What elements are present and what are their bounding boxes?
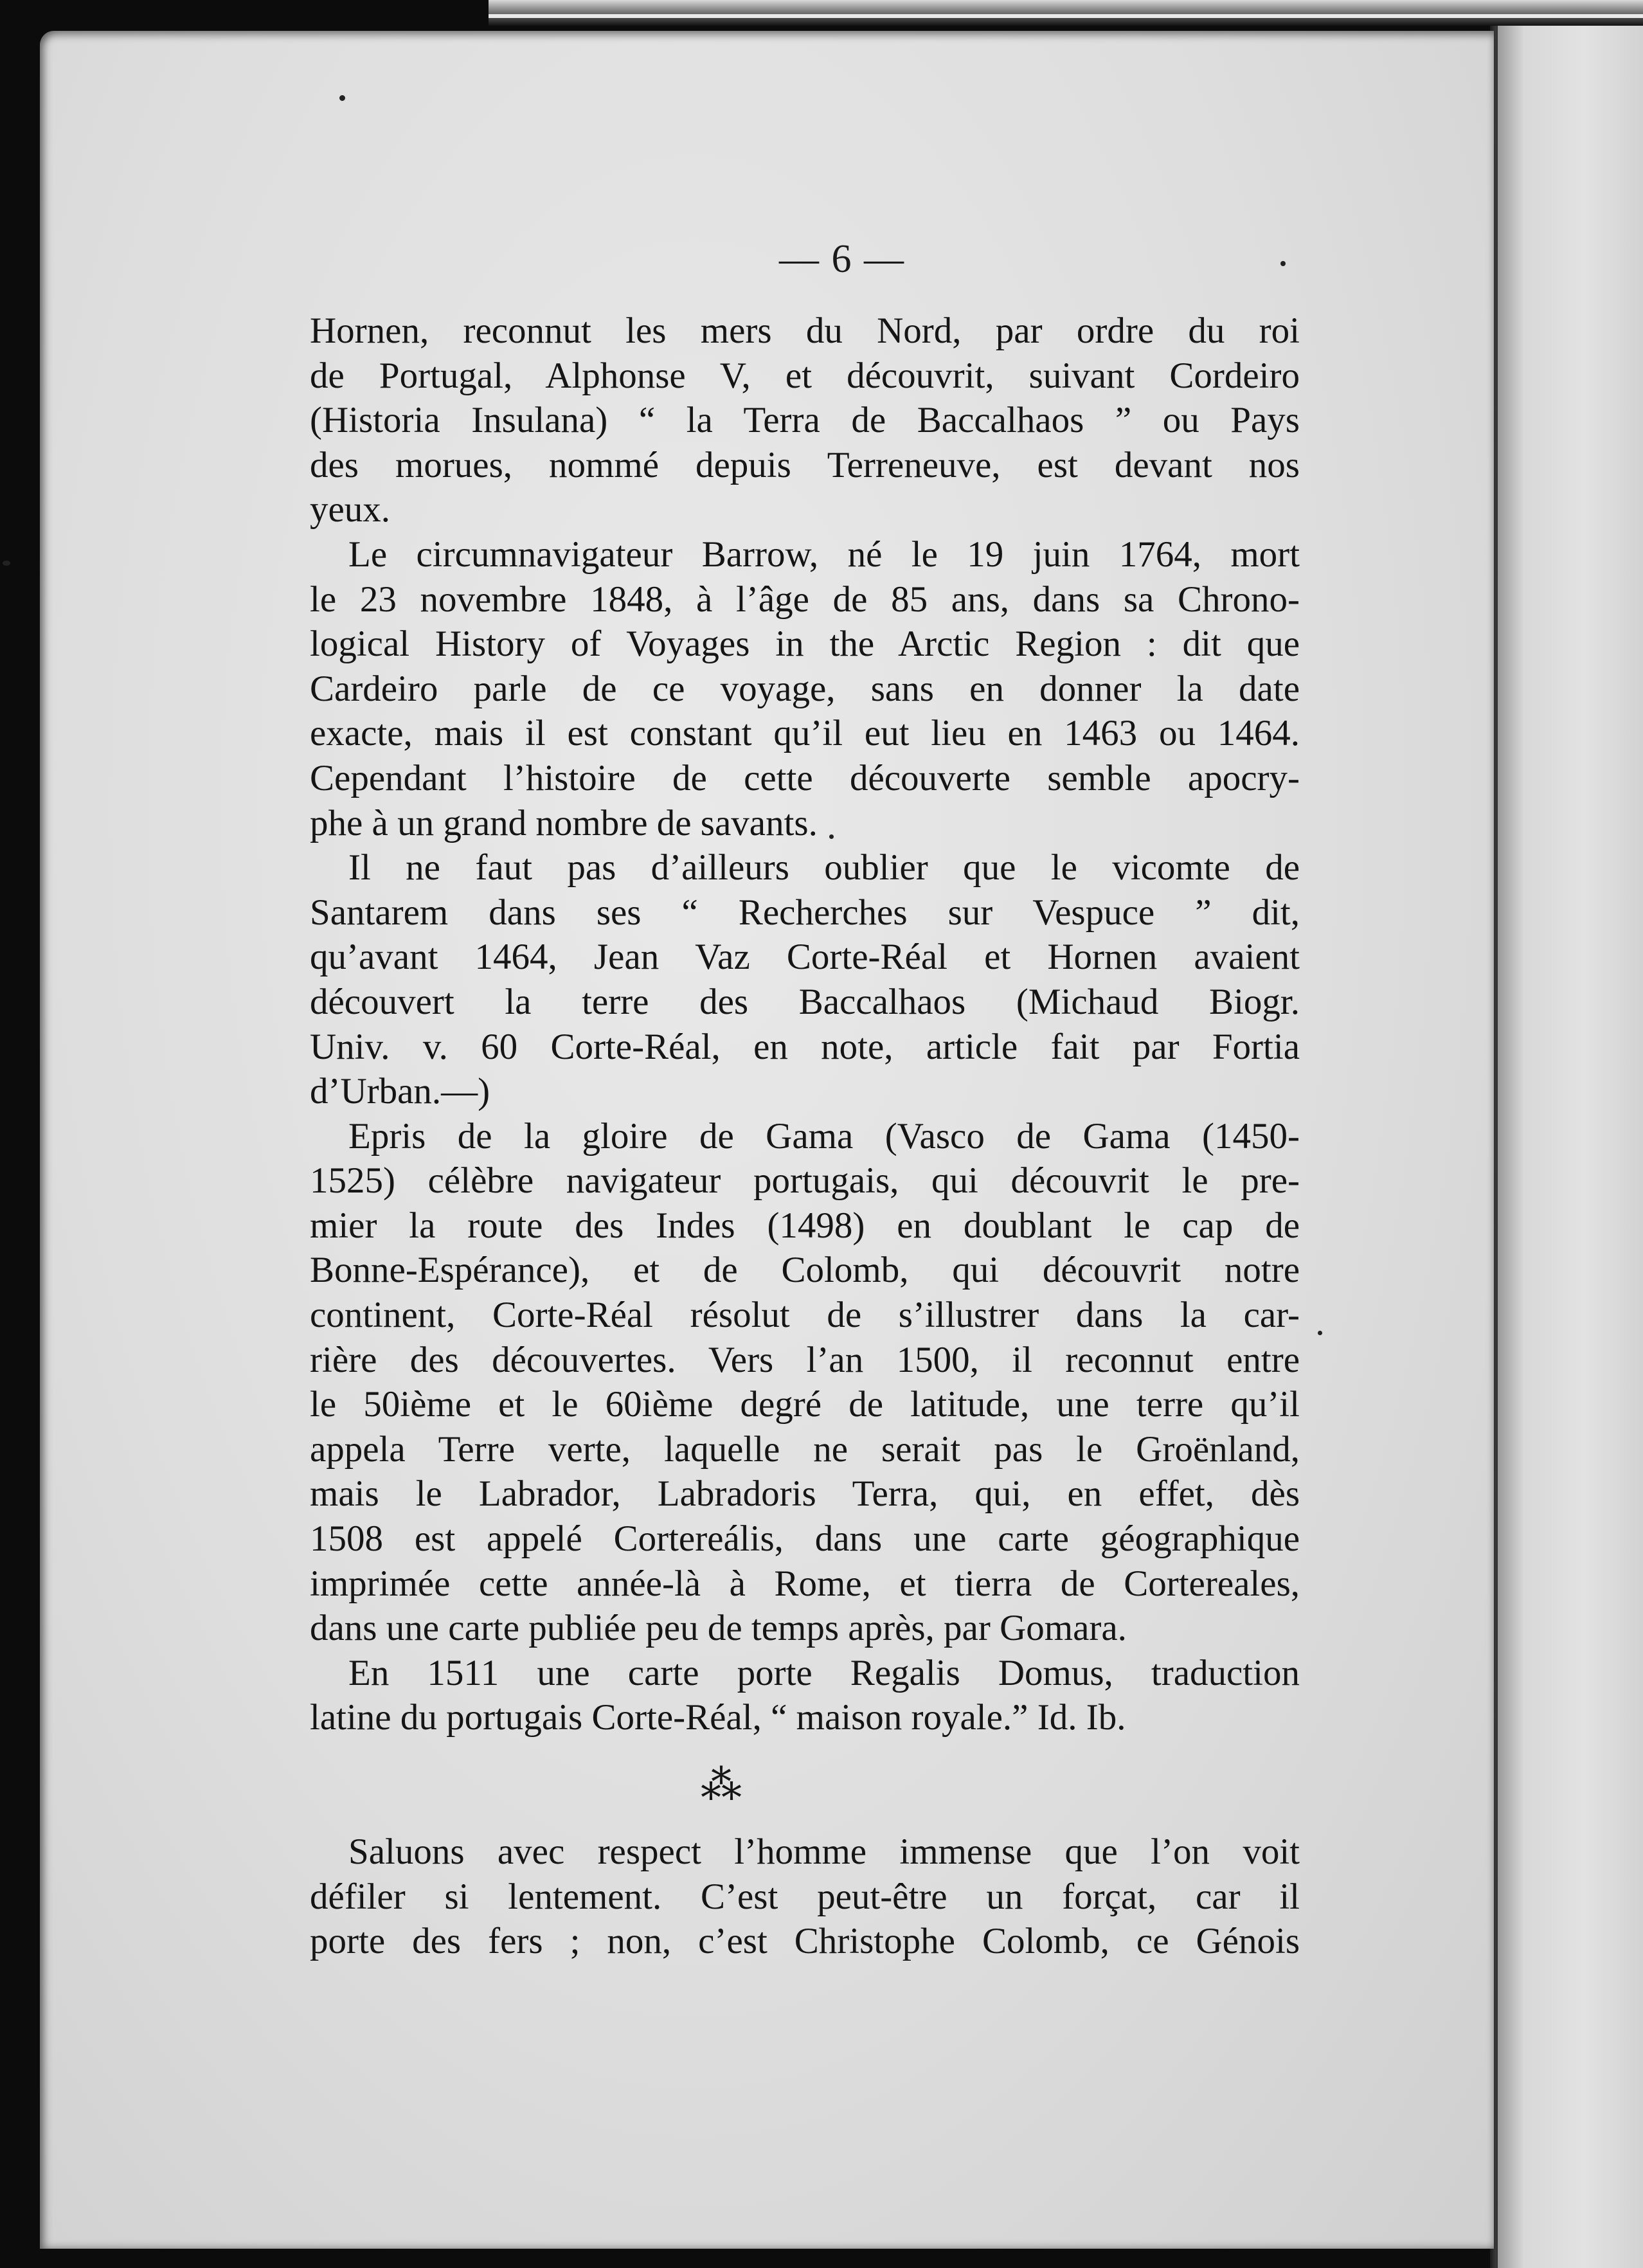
scan-speck	[3, 561, 10, 566]
text-line: appela Terre verte, laquelle ne serait pas le Groënland,	[310, 1428, 1300, 1470]
text-line: continent, Corte-Réal résolut de s’illustrer dans la car-	[310, 1295, 1300, 1336]
text-line: 1525) célèbre navigateur portugais, qui découvrit le pre-	[310, 1160, 1300, 1202]
text-line: mier la route des Indes (1498) en doublant le cap de	[310, 1205, 1300, 1246]
text-line: latine du portugais Corte-Réal, “ maison royale.” Id. Ib.	[310, 1697, 1126, 1738]
section-asterism: ⁂	[701, 1762, 742, 1808]
text-line: Bonne-Espérance), et de Colomb, qui découvrit notre	[310, 1250, 1300, 1291]
text-line: découvert la terre des Baccalhaos (Michaud Biogr.	[310, 981, 1300, 1022]
text-line: En 1511 une carte porte Regalis Domus, traduction	[348, 1652, 1300, 1693]
scan-speck	[339, 95, 345, 101]
text-line: dans une carte publiée peu de temps après, par Gomara.	[310, 1608, 1127, 1649]
page-number: — 6 —	[779, 237, 905, 281]
text-line: de Portugal, Alphonse V, et découvrit, suivant Cordeiro	[310, 355, 1300, 396]
film-top-edge	[489, 0, 1643, 26]
text-line: le 23 novembre 1848, à l’âge de 85 ans, dans sa Chrono-	[310, 579, 1300, 620]
scan-speck	[1280, 261, 1286, 266]
text-line: porte des fers ; non, c’est Christophe Colomb, ce Génois	[310, 1921, 1300, 1962]
text-line: (Historia Insulana) “ la Terra de Baccalhaos ” ou Pays	[310, 400, 1300, 441]
text-line: Hornen, reconnut les mers du Nord, par ordre du roi	[310, 310, 1300, 351]
text-line: Epris de la gloire de Gama (Vasco de Gama (1450-	[348, 1115, 1300, 1156]
text-line: rière des découvertes. Vers l’an 1500, il reconnut entre	[310, 1339, 1300, 1380]
scan-speck	[1318, 1331, 1322, 1335]
text-line: des morues, nommé depuis Terreneuve, est devant nos	[310, 444, 1300, 485]
text-line: Le circumnavigateur Barrow, né le 19 juin 1764, mort	[348, 534, 1300, 575]
text-line: yeux.	[310, 489, 391, 530]
text-line: mais le Labrador, Labradoris Terra, qui, en effet, dès	[310, 1473, 1300, 1515]
text-line: Cardeiro parle de ce voyage, sans en donner la date	[310, 668, 1300, 709]
facing-page-edge	[1498, 26, 1643, 2268]
text-line: Univ. v. 60 Corte-Réal, en note, article fait par Fortia	[310, 1026, 1300, 1067]
text-line: imprimée cette année-là à Rome, et tierra de Cortereales,	[310, 1563, 1300, 1604]
text-line: exacte, mais il est constant qu’il eut lieu en 1463 ou 1464.	[310, 713, 1300, 754]
text-line: phe à un grand nombre de savants.	[310, 802, 818, 843]
text-line: Saluons avec respect l’homme immense que l’on voit	[348, 1832, 1300, 1873]
body-text	[310, 309, 1300, 1964]
text-line: qu’avant 1464, Jean Vaz Corte-Réal et Hornen avaient	[310, 937, 1300, 978]
text-line: logical History of Voyages in the Arctic Region : dit que	[310, 624, 1300, 665]
text-line: d’Urban.—)	[310, 1071, 490, 1112]
text-line: défiler si lentement. C’est peut-être un forçat, car il	[310, 1876, 1300, 1917]
text-line: Santarem dans ses “ Recherches sur Vespuce ” dit,	[310, 892, 1300, 933]
text-line: Cependant l’histoire de cette découverte semble apocry-	[310, 757, 1300, 798]
text-line: Il ne faut pas d’ailleurs oublier que le vicomte de	[348, 847, 1300, 888]
text-line: 1508 est appelé Cortereális, dans une carte géographique	[310, 1518, 1300, 1560]
text-line: le 50ième et le 60ième degré de latitude, une terre qu’il	[310, 1384, 1300, 1425]
